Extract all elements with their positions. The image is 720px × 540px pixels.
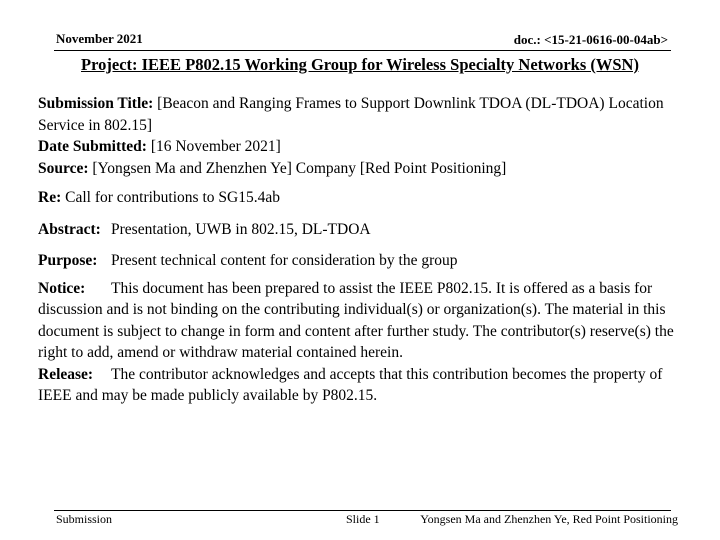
notice-label: Notice:	[38, 279, 86, 297]
header-date: November 2021	[56, 31, 143, 46]
source-paragraph	[38, 158, 690, 180]
release-paragraph	[38, 364, 690, 407]
project-title: Project: IEEE P802.15 Working Group for Wireless Specialty Networks (WSN)	[81, 55, 639, 74]
footer-slide-number: Slide 1	[346, 512, 380, 526]
header-divider	[54, 50, 671, 51]
purpose-value: Present technical content for consideration by the group	[111, 252, 458, 269]
submission-title-value: [Beacon and Ranging Frames to Support Downlink TDOA (DL-TDOA) Location Service in 802.15]	[38, 95, 664, 134]
header-doc-id: doc.: <15-21-0616-00-04ab>	[513, 32, 668, 47]
purpose-label: Purpose:	[38, 252, 98, 269]
abstract-label: Abstract:	[38, 220, 101, 238]
submission-title-paragraph	[38, 93, 690, 136]
notice-paragraph	[38, 278, 690, 364]
footer-submission: Submission	[56, 512, 113, 526]
date-submitted-label: Date Submitted:	[38, 138, 147, 155]
re-paragraph	[38, 187, 690, 209]
submission-title-label: Submission Title:	[38, 95, 154, 112]
notice-value: This document has been prepared to assist the IEEE P802.15. It is offered as a basis for discussion and is not binding on the contributing individual(s) or organization(s). The material in this document is subject to change in form and content after further study. The contributor(s) reserve(s) the right to add, amend or withdraw material contained herein.	[38, 279, 674, 361]
release-value: The contributor acknowledges and accepts that this contribution becomes the property of IEEE and may be made publicly available by P802.15.	[38, 365, 663, 404]
re-value: Call for contributions to SG15.4ab	[65, 189, 280, 206]
date-submitted-value: [16 November 2021]	[150, 138, 281, 155]
source-value: [Yongsen Ma and Zhenzhen Ye] Company [Red Point Positioning]	[92, 159, 507, 177]
document-body	[38, 93, 690, 407]
abstract-paragraph	[38, 219, 690, 241]
footer-author: Yongsen Ma and Zhenzhen Ye, Red Point Positioning	[420, 512, 678, 526]
purpose-paragraph	[38, 250, 690, 272]
source-label: Source:	[38, 159, 89, 177]
date-submitted-paragraph	[38, 136, 690, 158]
abstract-value: Presentation, UWB in 802.15, DL-TDOA	[111, 220, 371, 238]
re-label: Re:	[38, 189, 62, 206]
release-label: Release:	[38, 365, 94, 383]
footer-divider	[54, 510, 671, 511]
